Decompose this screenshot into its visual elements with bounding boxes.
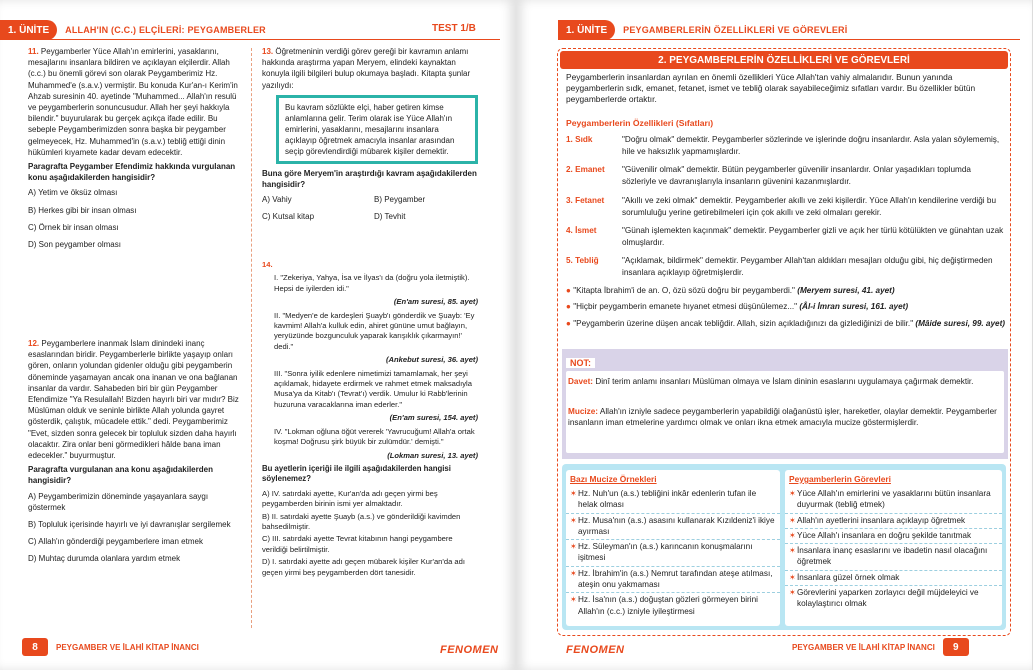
bullet-icon: ● [566, 286, 571, 295]
bullet-icon: ● [566, 302, 571, 311]
question-number: 11. [28, 47, 39, 56]
list-item [566, 540, 780, 567]
verse-item: II. "Medyen'e de kardeşleri Şuayb'ı gönderdik ve Şuayb: 'Ey kavmim! Allah'a kulluk edin, ahiret gününe umut bağlayın, yeryüzünde bozgunculuk yaparak karışıklık çıkarmayın!' dedi." [274, 310, 475, 351]
right-header-rule [558, 39, 1020, 40]
option-a[interactable]: A) IV. satırdaki ayette, Kur'an'da adı geçen yirmi beş peygamberden birinin ismi yer almaktadır. [262, 488, 438, 509]
left-header [0, 20, 274, 40]
star-icon: ✶ [570, 489, 577, 498]
bullet-icon: ● [566, 319, 571, 328]
question-text: Öğretmeninin verdiği görev gereği bir kavramın anlamı hakkında araştırma yapan Meryem, elindeki kaynaktan konuyla ilgili bilgileri bulup okumaya başladı. Kitapta şunlar yazılıydı: [262, 47, 471, 90]
star-icon: ✶ [789, 588, 796, 598]
citation-text: "Peygamberin üzerine düşen ancak tebliğdir. Allah, sizin açıkladığınızı da gizlediğinizi de bilir." [573, 319, 914, 328]
list-item-text: Hz. İbrahim'in (a.s.) Nemrut tarafından ateşe atılması, ateşin onu yakmaması [578, 568, 773, 590]
list-item-text: Hz. Musa'nın (a.s.) asasını kullanarak Kızıldeniz'i ikiye ayırması [578, 515, 775, 536]
list-item-text: Yüce Allah'ın emirlerini ve yasaklarını bütün insanlara duyurmak (tebliğ etmek) [797, 489, 991, 510]
star-icon: ✶ [570, 568, 577, 578]
list-item [566, 567, 780, 594]
verse-item: I. "Zekeriya, Yahya, İsa ve İlyas'ı da (doğru yola iletmiştik). Hepsi de iyilerden idi." [274, 273, 470, 293]
option-d[interactable]: D) Tevhit [374, 212, 406, 222]
citation-source: (Mâide suresi, 99. ayet) [915, 319, 1006, 328]
list-item [785, 529, 1002, 544]
left-header-rule [0, 39, 500, 40]
citation-source: (Âl-i İmran suresi, 161. ayet) [799, 302, 909, 311]
feature-desc: "Açıklamak, bildirmek" demektir. Peygamber Allah'tan aldıkları mesajları olduğu gibi, hiç değiştirmeden insanlara açıklayıp öğretmişlerdir. [622, 256, 993, 277]
feature-emanet [566, 164, 1006, 187]
feature-label: 3. Fetanet [566, 196, 605, 205]
star-icon: ✶ [570, 595, 577, 605]
section-title: 2. PEYGAMBERLERİN ÖZELLİKLERİ VE GÖREVLERİ [560, 51, 1008, 69]
left-footer [22, 638, 207, 656]
verse-source: (En'am suresi, 154. ayet) [389, 413, 478, 423]
list-item [566, 593, 780, 619]
answer-options [28, 187, 242, 250]
option-a[interactable]: A) Vahiy [262, 195, 292, 205]
note-mucize [568, 406, 1000, 429]
note-tag: NOT: [566, 358, 595, 368]
verse-list [274, 273, 478, 461]
unit-label: 1. ÜNİTE [558, 20, 615, 40]
question-12 [28, 338, 242, 571]
star-icon: ✶ [789, 572, 796, 582]
option-a[interactable]: A) Peygamberimizin döneminde yaşayanlara saygı göstermek [28, 491, 209, 512]
answer-options [262, 194, 478, 228]
feature-label: 5. Tebliğ [566, 256, 599, 265]
question-text: Peygamberler Yüce Allah'ın emirlerini, yasaklarını, mesajlarını insanlara bildiren ve açıklayan elçilerdir. Allah (c.c.) bu önemli görevi son olarak Peygamberimiz Hz. Muhammed'e (s.a.v.) vermiştir. Bu konuda Kur'an-ı Kerim'in Ahzab suresinin 40. ayetinde "Muhammed... Allah'ın resulü ve peygamberlerin sonuncusudur. Allah her şeyi hakkıyla bilendir." buyurularak bu gerçek açıkça ifade edilir. Bu sebeple Peygamberimizden sonra başka bir peygamber gelmeyecek, Hz. Muhammed'in (s.a.v.) tebliğ ettiği dinin hükümleri kıyamete kadar devam edecektir. [28, 47, 238, 157]
question-stem: Paragrafta vurgulanan ana konu aşağıdakilerden hangisidir? [28, 465, 213, 486]
option-c[interactable]: C) Örnek bir insan olması [28, 222, 119, 232]
duties-title: Peygamberlerin Görevleri [789, 474, 891, 484]
note-definition: Allah'ın izniyle sadece peygamberlerin yapabildiği olağanüstü işler, hareketler, olaylar demektir. Peygamberler insanların iman etmelerine yardımcı olmak ve onları ikna etmek amacıyla mucize göstermişlerdir. [568, 407, 997, 428]
feature-desc: "Güvenilir olmak" demektir. Bütün peygamberler güvenilir insanlardır. Onlar yaşadıkları toplumda sözleriyle ve davranışlarıyla insanların güvenini kazanmışlardır. [622, 165, 971, 186]
citation-source: (Meryem suresi, 41. ayet) [797, 286, 895, 295]
verse-source: (En'am suresi, 85. ayet) [393, 297, 478, 307]
section-intro: Peygamberlerin insanlardan ayrılan en önemli özellikleri Yüce Allah'tan vahiy almalarıdır. Bunun yanında peygamberlerin sıdk, emanet, fetanet, ismet ve tebliğ olarak sayabileceğimiz sıfatları vardır. Bu özellikler bütün peygamberlerde ortaktır. [566, 72, 976, 105]
option-a[interactable]: A) Yetim ve öksüz olması [28, 188, 118, 198]
page-number: 9 [943, 638, 969, 656]
right-header [558, 20, 855, 40]
list-item-text: Hz. Süleyman'ın (a.s.) karıncanın konuşmalarını işitmesi [578, 542, 753, 563]
question-13 [262, 46, 478, 229]
definition-box: Bu kavram sözlükte elçi, haber getiren kimse anlamlarına gelir. Terim olarak ise Yüce Allah'ın emirlerini, yasaklarını, mesajlarını insanlara açıklayıp öğretmek amacıyla insanlar arasından seçip görevlendirdiği mübarek kişiler demektir. [276, 95, 478, 164]
list-item [785, 514, 1002, 529]
page-number: 8 [22, 638, 48, 656]
miracles-panel [566, 470, 780, 626]
list-item [785, 571, 1002, 586]
option-c[interactable]: C) Allah'ın gönderdiği peygamberlere iman etmek [28, 537, 203, 547]
question-stem: Bu ayetlerin içeriği ile ilgili aşağıdakilerden hangisi söylenemez? [262, 463, 451, 484]
star-icon: ✶ [570, 542, 577, 552]
citation [566, 285, 1006, 297]
list-item-text: Hz. İsa'nın (a.s.) doğuştan gözleri görmeyen birini Allah'ın (c.c.) izniyle iyileştirmesi [578, 595, 758, 616]
option-b[interactable]: B) Herkes gibi bir insan olması [28, 205, 137, 215]
verse-source: (Lokman suresi, 13. ayet) [387, 450, 478, 460]
unit-label: 1. ÜNİTE [0, 20, 57, 40]
citation-text: "Kitapta İbrahim'i de an. O, özü sözü doğru bir peygamberdi." [573, 286, 795, 295]
feature-desc: "Doğru olmak" demektir. Peygamberler sözlerinde ve işlerinde doğru insanlardır. Asla yalan söylememiş, hile ve haksızlık yapmamışlardır. [622, 135, 1000, 156]
list-item-text: Hz. Nuh'un (a.s.) tebliğini inkâr edenlerin tufan ile helak olması [578, 489, 757, 510]
footer-title: PEYGAMBER VE İLAHİ KİTAP İNANCI [56, 642, 199, 652]
column-divider [251, 48, 252, 628]
option-c[interactable]: C) Kutsal kitap [262, 212, 315, 222]
verse-item: IV. "Lokman oğluna öğüt vererek 'Yavrucuğum! Allah'a ortak koşma! Doğrusu şirk büyük bir zulümdür.' demişti." [274, 426, 475, 447]
publisher-logo: FENOMEN [440, 644, 499, 656]
question-stem: Paragrafta Peygamber Efendimiz hakkında vurgulanan konu aşağıdakilerden hangisidir? [28, 162, 236, 183]
duties-panel [785, 470, 1002, 626]
miracles-title: Bazı Mucize Örnekleri [570, 474, 657, 484]
question-stem: Buna göre Meryem'in araştırdığı kavram aşağıdakilerden hangisidir? [262, 168, 477, 190]
right-header-title: PEYGAMBERLERİN ÖZELLİKLERİ VE GÖREVLERİ [623, 25, 848, 35]
features-title: Peygamberlerin Özellikleri (Sıfatları) [566, 118, 714, 128]
verse-item: III. "Sonra iyilik edenlere nimetimizi tamamlamak, her şeyi açıklamak, hidayete erdirmek ve rahmet etmek maksadıyla Musa'ya da Kitab'ı (Tevrat'ı) verdik. Umulur ki Rabb'lerinin huzuruna varacaklarına iman ederler." [274, 368, 472, 409]
list-item-text: İnsanlara inanç esaslarını ve ibadetin nasıl olacağını öğretmek [797, 546, 988, 567]
list-item-text: Yüce Allah'ı insanlara en doğru şekilde tanıtmak [797, 530, 972, 540]
citation-text: "Hiçbir peygamberin emanete hıyanet etmesi düşünülemez..." [573, 302, 798, 311]
test-label: TEST 1/B [432, 23, 476, 34]
verse-source: (Ankebut suresi, 36. ayet) [385, 355, 478, 365]
question-number: 13. [262, 47, 274, 56]
note-term: Mucize: [568, 407, 599, 416]
star-icon: ✶ [789, 530, 796, 540]
note-davet [568, 376, 1000, 387]
option-b[interactable]: B) Topluluk içerisinde hayırlı ve iyi davranışlar sergilemek [28, 520, 231, 530]
star-icon: ✶ [789, 489, 796, 498]
list-item [566, 514, 780, 541]
footer-title: PEYGAMBER VE İLAHİ KİTAP İNANCI [792, 642, 935, 652]
citation [566, 301, 1006, 313]
feature-ismet [566, 225, 1006, 248]
feature-label: 2. Emanet [566, 165, 605, 174]
list-item-text: Görevlerini yaparken zorlayıcı değil müjdeleyici ve kolaylaştırıcı olmak [797, 588, 979, 609]
answer-options [28, 491, 242, 565]
note-term: Davet: [568, 377, 594, 386]
question-11 [28, 46, 242, 256]
left-page [0, 0, 516, 670]
list-item [785, 586, 1002, 612]
option-d[interactable]: D) Son peygamber olması [28, 240, 121, 250]
feature-desc: "Akıllı ve zeki olmak" demektir. Peygamberler akıllı ve zeki kişilerdir. Yüce Allah'ın kendilerine verdiği bu sorumluluğu yerine getirebilmeleri için çok akıllı ve zeki olmaları gerekir. [622, 196, 997, 217]
star-icon: ✶ [789, 546, 796, 556]
option-d[interactable]: D) I. satırdaki ayette adı geçen mübarek kişiler Kur'an'da adı geçen yirmi beş peygamberden dört tanesidir. [262, 557, 465, 577]
citation [566, 318, 1006, 330]
question-text: Peygamberlere inanmak İslam dinindeki inanç esaslarından biridir. Peygamberlerle birlikte yaşayıp onları gören, onların yolundan gidenler olduğu gibi peygamberin döneminde yaşamayan ancak ona inanan ve ona bağlanan insanlar da vardır. Sahabeden biri bir gün Peygamber Efendimize "Ya Resulallah! Bizden hayırlı biri var mıdır? Biz Müslüman olduk ve seninle birlikte Allah yolunda gayret gösterdik, çalıştık, mücadele ettik." dedi. Peygamberimiz "Evet, sizden sonra gelecek bir topluluk sizden daha hayırlı olacaktır. Zira onlar beni görmedikleri hâlde bana iman edecekler." buyurmuştur. [28, 339, 239, 461]
list-item [566, 487, 780, 514]
list-item [785, 487, 1002, 514]
feature-label: 4. İsmet [566, 226, 597, 235]
list-item-text: Allah'ın ayetlerini insanlara açıklayıp öğretmek [797, 515, 966, 525]
question-number: 14. [262, 260, 273, 269]
list-item [785, 544, 1002, 571]
feature-desc: "Günah işlemekten kaçınmak" demektir. Peygamberler gizli ve açık her türlü kötülükten ve günahtan uzak olmuşlardır. [622, 226, 1004, 247]
option-b[interactable]: B) II. satırdaki ayette Şuayb (a.s.) ve gönderildiği kavimden bahsedilmiştir. [262, 511, 461, 531]
note-definition: Dinî terim anlamı insanları Müslüman olmaya ve İslam dininin esaslarını uygulamaya çağırmak demektir. [595, 377, 974, 386]
list-item-text: İnsanlara güzel örnek olmak [797, 572, 900, 582]
right-footer [784, 638, 969, 656]
feature-fetanet [566, 195, 1006, 218]
question-14 [262, 260, 478, 580]
option-c[interactable]: C) III. satırdaki ayette Tevrat kitabının hangi peygambere verildiği belirtilmiştir. [262, 534, 453, 554]
left-header-title: ALLAH'IN (C.C.) ELÇİLERİ: PEYGAMBERLER [65, 25, 266, 35]
star-icon: ✶ [570, 515, 577, 525]
publisher-logo: FENOMEN [566, 644, 625, 656]
option-d[interactable]: D) Muhtaç durumda olanlara yardım etmek [28, 554, 181, 564]
option-b[interactable]: B) Peygamber [374, 195, 426, 205]
star-icon: ✶ [789, 515, 796, 525]
question-number: 12. [28, 339, 40, 348]
feature-teblig [566, 255, 1006, 278]
feature-label: 1. Sıdk [566, 135, 593, 144]
feature-sidk [566, 134, 1006, 157]
answer-options [262, 489, 478, 578]
